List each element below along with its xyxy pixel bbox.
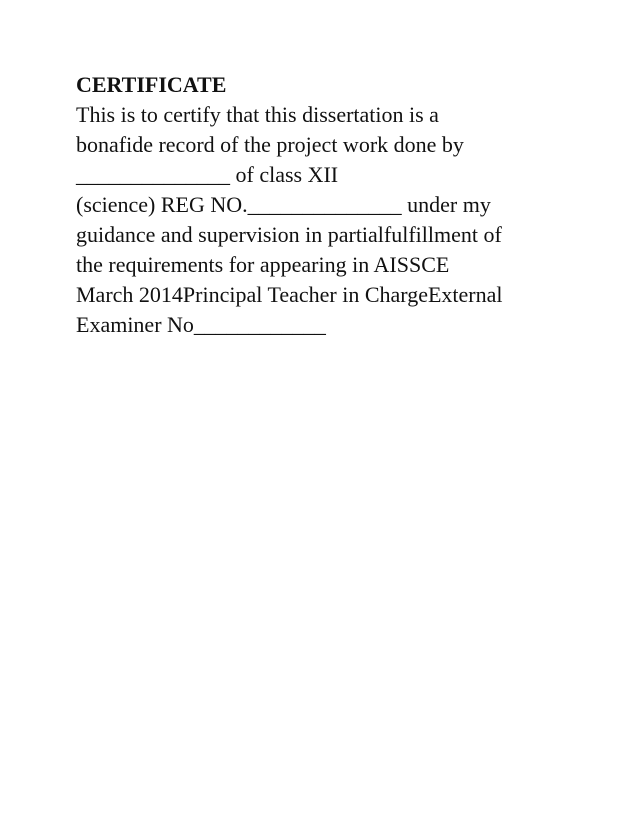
certificate-line-6: the requirements for appearing in AISSCE	[76, 252, 450, 277]
certificate-line-1: This is to certify that this dissertation is a	[76, 102, 439, 127]
certificate-line-2: bonafide record of the project work done by	[76, 132, 464, 157]
certificate-line-4: (science) REG NO.______________ under my	[76, 192, 491, 217]
certificate-line-8: Examiner No____________	[76, 312, 326, 337]
certificate-line-3: ______________ of class XII	[76, 162, 339, 187]
certificate-block	[76, 70, 576, 340]
certificate-title: CERTIFICATE	[76, 72, 227, 97]
certificate-line-5: guidance and supervision in partialfulfillment of	[76, 222, 502, 247]
certificate-line-7: March 2014Principal Teacher in ChargeExternal	[76, 282, 503, 307]
